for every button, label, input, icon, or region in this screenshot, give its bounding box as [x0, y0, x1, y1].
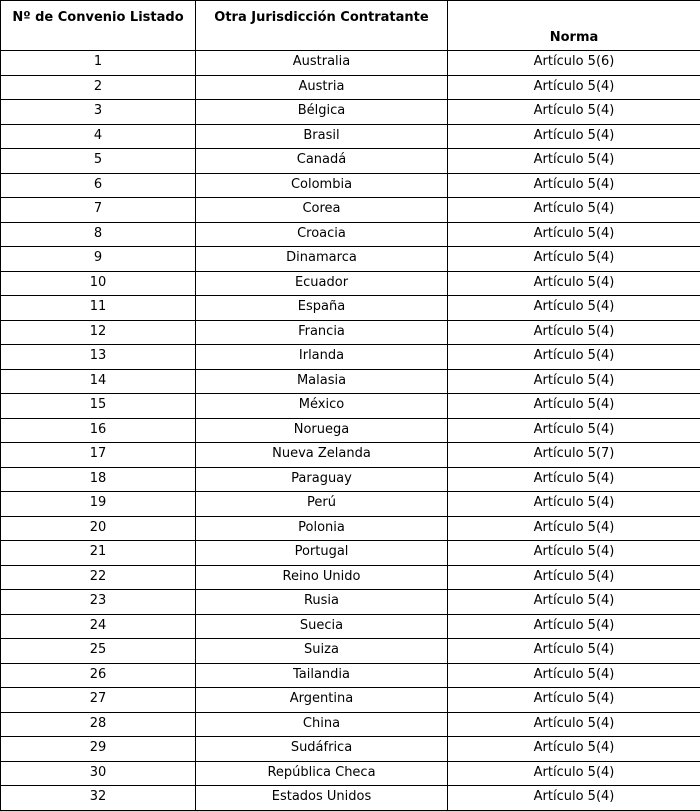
- cell-jurisdiction: Malasia: [196, 369, 448, 394]
- cell-convenio-number: 23: [1, 590, 196, 615]
- cell-norma: Artículo 5(4): [448, 663, 700, 688]
- cell-norma: Artículo 5(4): [448, 737, 700, 762]
- cell-norma: Artículo 5(4): [448, 786, 700, 811]
- table-row: [1, 541, 700, 566]
- table-row: [1, 590, 700, 615]
- cell-jurisdiction: Perú: [196, 492, 448, 517]
- cell-jurisdiction: Estados Unidos: [196, 786, 448, 811]
- cell-norma: Artículo 5(4): [448, 394, 700, 419]
- cell-norma: Artículo 5(4): [448, 100, 700, 125]
- cell-norma: Artículo 5(4): [448, 467, 700, 492]
- table-row: [1, 516, 700, 541]
- cell-norma: Artículo 5(4): [448, 761, 700, 786]
- table-row: [1, 222, 700, 247]
- cell-jurisdiction: Bélgica: [196, 100, 448, 125]
- cell-norma: Artículo 5(4): [448, 369, 700, 394]
- cell-jurisdiction: Sudáfrica: [196, 737, 448, 762]
- cell-jurisdiction: China: [196, 712, 448, 737]
- cell-jurisdiction: Nueva Zelanda: [196, 443, 448, 468]
- cell-convenio-number: 12: [1, 320, 196, 345]
- cell-jurisdiction: Reino Unido: [196, 565, 448, 590]
- header-jurisdiction: Otra Jurisdicción Contratante: [196, 1, 448, 51]
- cell-jurisdiction: Ecuador: [196, 271, 448, 296]
- cell-jurisdiction: Austria: [196, 75, 448, 100]
- cell-convenio-number: 10: [1, 271, 196, 296]
- cell-jurisdiction: Polonia: [196, 516, 448, 541]
- table-row: [1, 345, 700, 370]
- table-row: [1, 271, 700, 296]
- cell-jurisdiction: Suecia: [196, 614, 448, 639]
- cell-norma: Artículo 5(4): [448, 247, 700, 272]
- table-row: [1, 639, 700, 664]
- table-row: [1, 173, 700, 198]
- table-row: [1, 247, 700, 272]
- cell-norma: Artículo 5(4): [448, 320, 700, 345]
- cell-convenio-number: 15: [1, 394, 196, 419]
- cell-norma: Artículo 5(4): [448, 222, 700, 247]
- table-row: [1, 296, 700, 321]
- cell-convenio-number: 18: [1, 467, 196, 492]
- cell-jurisdiction: Australia: [196, 51, 448, 76]
- cell-jurisdiction: Francia: [196, 320, 448, 345]
- table-row: [1, 565, 700, 590]
- cell-convenio-number: 17: [1, 443, 196, 468]
- cell-norma: Artículo 5(4): [448, 124, 700, 149]
- cell-norma: Artículo 5(4): [448, 75, 700, 100]
- cell-convenio-number: 28: [1, 712, 196, 737]
- table-row: [1, 443, 700, 468]
- table-body: [1, 51, 700, 811]
- cell-jurisdiction: Canadá: [196, 149, 448, 174]
- cell-norma: Artículo 5(4): [448, 173, 700, 198]
- cell-convenio-number: 27: [1, 688, 196, 713]
- cell-jurisdiction: Rusia: [196, 590, 448, 615]
- table-row: [1, 614, 700, 639]
- cell-convenio-number: 3: [1, 100, 196, 125]
- cell-convenio-number: 26: [1, 663, 196, 688]
- cell-convenio-number: 1: [1, 51, 196, 76]
- table-row: [1, 149, 700, 174]
- table-row: [1, 198, 700, 223]
- cell-convenio-number: 32: [1, 786, 196, 811]
- table-row: [1, 369, 700, 394]
- cell-norma: Artículo 5(7): [448, 443, 700, 468]
- cell-jurisdiction: Suiza: [196, 639, 448, 664]
- cell-norma: Artículo 5(4): [448, 590, 700, 615]
- table-row: [1, 712, 700, 737]
- table-row: [1, 761, 700, 786]
- cell-norma: Artículo 5(4): [448, 492, 700, 517]
- cell-jurisdiction: Tailandia: [196, 663, 448, 688]
- cell-jurisdiction: Argentina: [196, 688, 448, 713]
- cell-jurisdiction: Colombia: [196, 173, 448, 198]
- table-row: [1, 663, 700, 688]
- cell-jurisdiction: Portugal: [196, 541, 448, 566]
- table-row: [1, 51, 700, 76]
- cell-convenio-number: 14: [1, 369, 196, 394]
- cell-convenio-number: 21: [1, 541, 196, 566]
- cell-convenio-number: 2: [1, 75, 196, 100]
- cell-norma: Artículo 5(4): [448, 345, 700, 370]
- cell-convenio-number: 4: [1, 124, 196, 149]
- cell-convenio-number: 8: [1, 222, 196, 247]
- cell-jurisdiction: México: [196, 394, 448, 419]
- cell-jurisdiction: Corea: [196, 198, 448, 223]
- cell-convenio-number: 19: [1, 492, 196, 517]
- header-convenio-number: Nº de Convenio Listado: [1, 1, 196, 51]
- cell-jurisdiction: Dinamarca: [196, 247, 448, 272]
- cell-norma: Artículo 5(4): [448, 688, 700, 713]
- cell-norma: Artículo 5(4): [448, 149, 700, 174]
- table-row: [1, 786, 700, 811]
- table-row: [1, 394, 700, 419]
- cell-convenio-number: 24: [1, 614, 196, 639]
- cell-norma: Artículo 5(4): [448, 516, 700, 541]
- cell-norma: Artículo 5(4): [448, 614, 700, 639]
- cell-norma: Artículo 5(6): [448, 51, 700, 76]
- cell-jurisdiction: Irlanda: [196, 345, 448, 370]
- table-row: [1, 320, 700, 345]
- table-row: [1, 737, 700, 762]
- cell-convenio-number: 5: [1, 149, 196, 174]
- cell-norma: Artículo 5(4): [448, 712, 700, 737]
- cell-norma: Artículo 5(4): [448, 418, 700, 443]
- cell-norma: Artículo 5(4): [448, 198, 700, 223]
- cell-convenio-number: 7: [1, 198, 196, 223]
- cell-norma: Artículo 5(4): [448, 639, 700, 664]
- cell-convenio-number: 11: [1, 296, 196, 321]
- cell-jurisdiction: Brasil: [196, 124, 448, 149]
- cell-jurisdiction: Croacia: [196, 222, 448, 247]
- cell-convenio-number: 9: [1, 247, 196, 272]
- cell-convenio-number: 6: [1, 173, 196, 198]
- table-row: [1, 418, 700, 443]
- cell-convenio-number: 20: [1, 516, 196, 541]
- table-row: [1, 467, 700, 492]
- cell-convenio-number: 16: [1, 418, 196, 443]
- table-row: [1, 492, 700, 517]
- cell-jurisdiction: Noruega: [196, 418, 448, 443]
- cell-norma: Artículo 5(4): [448, 541, 700, 566]
- table-header-row: [1, 1, 700, 51]
- cell-norma: Artículo 5(4): [448, 271, 700, 296]
- cell-jurisdiction: Paraguay: [196, 467, 448, 492]
- table-row: [1, 75, 700, 100]
- cell-jurisdiction: España: [196, 296, 448, 321]
- cell-convenio-number: 25: [1, 639, 196, 664]
- cell-convenio-number: 22: [1, 565, 196, 590]
- table-row: [1, 100, 700, 125]
- cell-convenio-number: 29: [1, 737, 196, 762]
- cell-norma: Artículo 5(4): [448, 565, 700, 590]
- cell-convenio-number: 13: [1, 345, 196, 370]
- header-norma: Norma: [448, 1, 700, 51]
- cell-norma: Artículo 5(4): [448, 296, 700, 321]
- table-row: [1, 688, 700, 713]
- cell-jurisdiction: República Checa: [196, 761, 448, 786]
- table-row: [1, 124, 700, 149]
- cell-convenio-number: 30: [1, 761, 196, 786]
